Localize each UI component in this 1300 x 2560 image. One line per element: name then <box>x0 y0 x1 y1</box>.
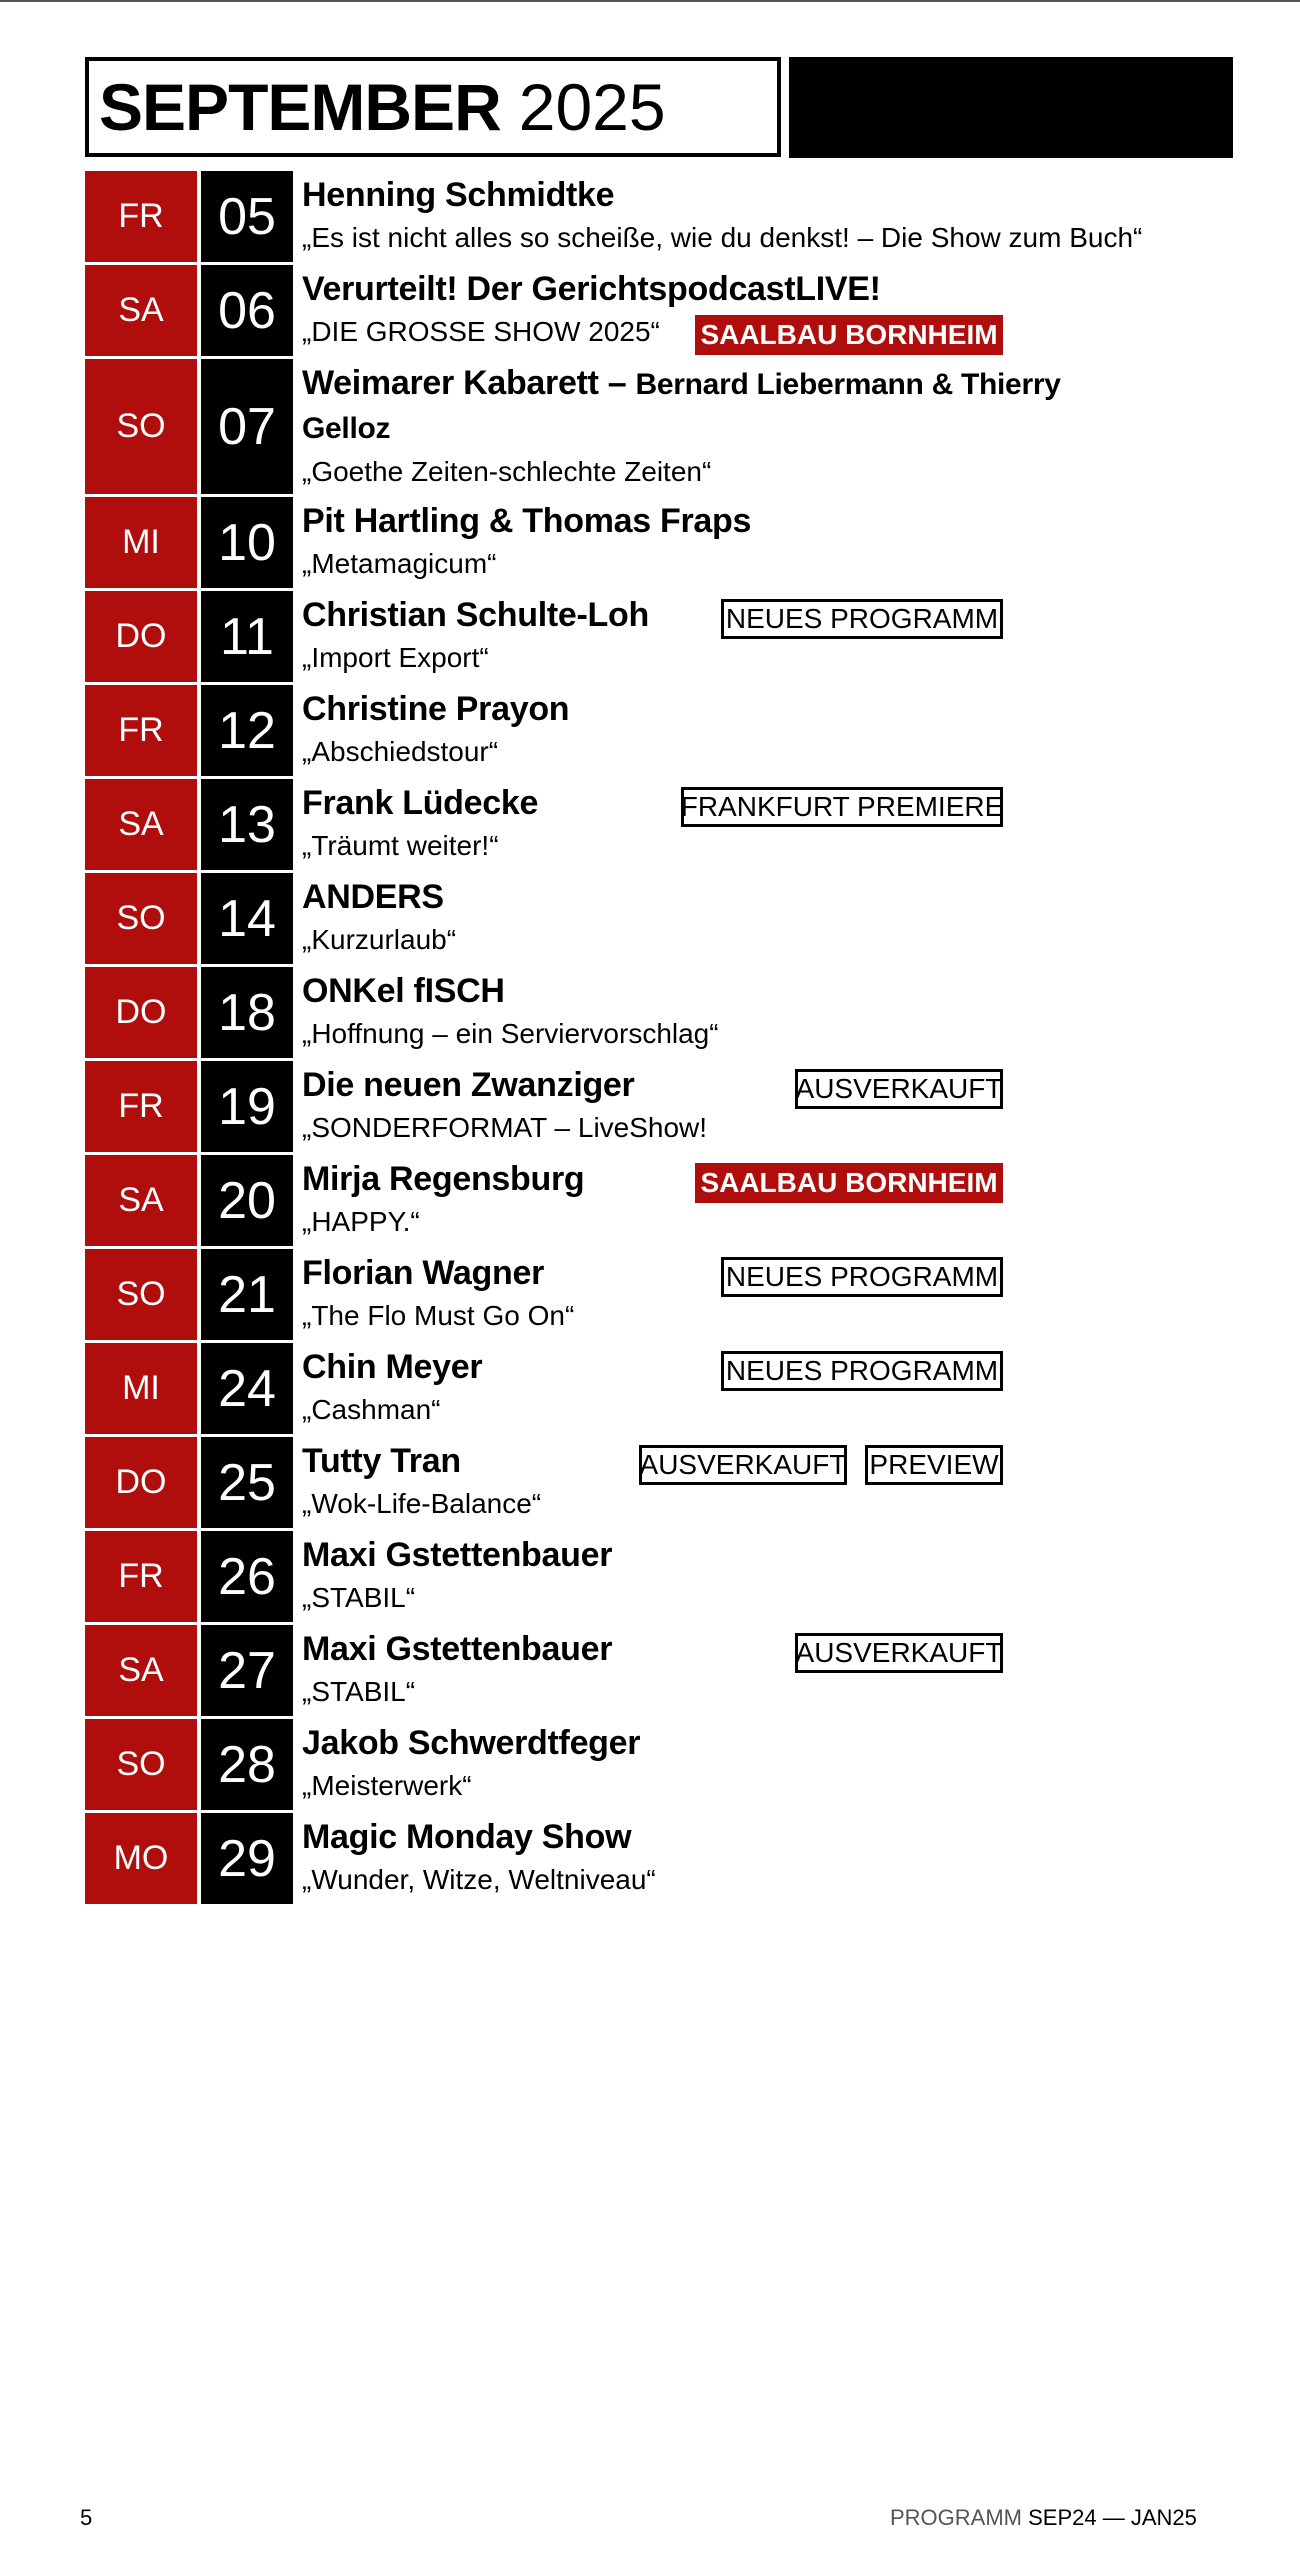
event-date: 11 <box>201 591 293 682</box>
event-weekday: SO <box>85 1249 197 1340</box>
event-artist-line2: Gelloz <box>302 412 391 445</box>
footer-range: SEP24 — JAN25 <box>1028 2505 1197 2530</box>
event-row <box>85 1437 1235 1531</box>
event-artist <box>302 267 1235 311</box>
event-weekday: SA <box>85 265 197 356</box>
page-title <box>85 57 781 157</box>
event-artist-name: Florian Wagner <box>302 1254 545 1292</box>
event-date: 27 <box>201 1625 293 1716</box>
event-weekday: DO <box>85 967 197 1058</box>
event-info <box>293 967 1235 1058</box>
event-row <box>85 497 1235 591</box>
event-weekday: SA <box>85 1155 197 1246</box>
event-info <box>293 1813 1235 1904</box>
event-date: 07 <box>201 359 293 494</box>
status-badge: FRANKFURT PREMIERE <box>681 787 1003 827</box>
event-info <box>293 171 1235 262</box>
event-artist <box>302 1721 1235 1765</box>
event-row <box>85 1813 1235 1904</box>
event-date: 10 <box>201 497 293 588</box>
event-weekday: FR <box>85 685 197 776</box>
status-badge: NEUES PROGRAMM <box>721 1351 1003 1391</box>
event-weekday: DO <box>85 591 197 682</box>
event-weekday: SO <box>85 359 197 494</box>
event-row <box>85 1343 1235 1437</box>
event-weekday: MI <box>85 497 197 588</box>
event-date: 24 <box>201 1343 293 1434</box>
event-date: 05 <box>201 171 293 262</box>
event-row <box>85 1249 1235 1343</box>
venue-badge: SAALBAU BORNHEIM <box>695 1163 1003 1203</box>
event-weekday: DO <box>85 1437 197 1528</box>
event-date: 28 <box>201 1719 293 1810</box>
event-date: 06 <box>201 265 293 356</box>
event-row <box>85 359 1235 497</box>
event-artist <box>302 969 1235 1013</box>
event-row <box>85 1061 1235 1155</box>
header-black-block <box>789 57 1233 158</box>
event-artist-name: Tutty Tran <box>302 1442 461 1480</box>
event-program: „Import Export“ <box>302 642 489 673</box>
event-program: „The Flo Must Go On“ <box>302 1300 575 1331</box>
event-program: „Hoffnung – ein Serviervorschlag“ <box>302 1018 719 1049</box>
event-row <box>85 265 1235 359</box>
event-program: „Wunder, Witze, Weltniveau“ <box>302 1864 656 1895</box>
event-artist-name: Die neuen Zwanziger <box>302 1066 635 1104</box>
event-program: „STABIL“ <box>302 1582 416 1613</box>
event-artist-name: Jakob Schwerdtfeger <box>302 1724 641 1762</box>
event-artist <box>302 1063 1235 1107</box>
event-program: „Es ist nicht alles so scheiße, wie du denkst! – Die Show zum Buch“ <box>302 222 1143 253</box>
event-artist-sub: Bernard Liebermann & Thierry <box>635 368 1061 401</box>
event-row <box>85 779 1235 873</box>
event-weekday: FR <box>85 1531 197 1622</box>
event-info <box>293 1531 1235 1622</box>
event-weekday: SO <box>85 1719 197 1810</box>
event-artist <box>302 875 1235 919</box>
event-weekday: SA <box>85 1625 197 1716</box>
event-info <box>293 497 1235 588</box>
event-row <box>85 1625 1235 1719</box>
title-month: SEPTEMBER <box>99 70 501 144</box>
event-info <box>293 359 1235 494</box>
event-date: 29 <box>201 1813 293 1904</box>
event-artist <box>302 499 1235 543</box>
event-weekday: MO <box>85 1813 197 1904</box>
event-row <box>85 1155 1235 1249</box>
event-artist-name: Magic Monday Show <box>302 1818 632 1856</box>
event-info <box>293 873 1235 964</box>
event-artist-name: Christine Prayon <box>302 690 570 728</box>
event-program: „HAPPY.“ <box>302 1206 420 1237</box>
event-artist-name: ONKel fISCH <box>302 972 505 1010</box>
event-row <box>85 1719 1235 1813</box>
event-row <box>85 873 1235 967</box>
event-date: 26 <box>201 1531 293 1622</box>
event-artist-name: Mirja Regensburg <box>302 1160 585 1198</box>
event-row <box>85 171 1235 265</box>
venue-badge: SAALBAU BORNHEIM <box>695 315 1003 355</box>
event-artist-name: Chin Meyer <box>302 1348 483 1386</box>
event-program: „STABIL“ <box>302 1676 416 1707</box>
event-row <box>85 967 1235 1061</box>
event-artist-name: ANDERS <box>302 878 444 916</box>
event-program: „SONDERFORMAT – LiveShow! <box>302 1112 708 1143</box>
status-badge: AUSVERKAUFT <box>639 1445 847 1485</box>
event-list <box>85 171 1235 1904</box>
event-artist-name: Henning Schmidtke <box>302 176 615 214</box>
event-program: „Metamagicum“ <box>302 548 497 579</box>
status-badge: NEUES PROGRAMM <box>721 1257 1003 1297</box>
event-program: „DIE GROSSE SHOW 2025“ <box>302 316 660 347</box>
event-artist <box>302 361 1235 407</box>
event-artist <box>302 687 1235 731</box>
event-info <box>293 1061 1235 1152</box>
event-weekday: FR <box>85 1061 197 1152</box>
event-date: 19 <box>201 1061 293 1152</box>
event-program: „Kurzurlaub“ <box>302 924 457 955</box>
event-weekday: FR <box>85 171 197 262</box>
status-badge: AUSVERKAUFT <box>795 1069 1003 1109</box>
event-artist <box>302 1627 1235 1671</box>
event-weekday: SO <box>85 873 197 964</box>
event-row <box>85 1531 1235 1625</box>
event-program: „Cashman“ <box>302 1394 441 1425</box>
event-artist-name: Verurteilt! Der GerichtspodcastLIVE! <box>302 270 881 308</box>
event-weekday: MI <box>85 1343 197 1434</box>
event-date: 20 <box>201 1155 293 1246</box>
footer-program-label <box>890 2505 1197 2531</box>
status-badge: AUSVERKAUFT <box>795 1633 1003 1673</box>
event-program: „Träumt weiter!“ <box>302 830 499 861</box>
event-date: 25 <box>201 1437 293 1528</box>
event-row <box>85 685 1235 779</box>
event-artist-name: Frank Lüdecke <box>302 784 539 822</box>
page-number: 5 <box>80 2505 93 2530</box>
status-badge: NEUES PROGRAMM <box>721 599 1003 639</box>
title-year: 2025 <box>518 70 666 144</box>
event-artist <box>302 1815 1235 1859</box>
event-artist-name: Maxi Gstettenbauer <box>302 1630 613 1668</box>
event-artist-name: Pit Hartling & Thomas Fraps <box>302 502 752 540</box>
event-date: 13 <box>201 779 293 870</box>
status-badge: PREVIEW <box>865 1445 1003 1485</box>
top-rule <box>0 0 1300 2</box>
event-program: „Wok-Life-Balance“ <box>302 1488 542 1519</box>
event-weekday: SA <box>85 779 197 870</box>
event-artist-name: Christian Schulte-Loh <box>302 596 649 634</box>
event-date: 21 <box>201 1249 293 1340</box>
event-artist <box>302 173 1235 217</box>
event-program: „Meisterwerk“ <box>302 1770 472 1801</box>
event-artist-name: Maxi Gstettenbauer <box>302 1536 613 1574</box>
event-date: 14 <box>201 873 293 964</box>
event-info <box>293 685 1235 776</box>
event-program: „Abschiedstour“ <box>302 736 499 767</box>
event-date: 18 <box>201 967 293 1058</box>
event-program: „Goethe Zeiten-schlechte Zeiten“ <box>302 456 712 487</box>
event-artist-name: Weimarer Kabarett – <box>302 364 636 402</box>
event-date: 12 <box>201 685 293 776</box>
event-row <box>85 591 1235 685</box>
event-info <box>293 1719 1235 1810</box>
event-info <box>293 1625 1235 1716</box>
footer-label: PROGRAMM <box>890 2505 1029 2530</box>
event-artist <box>302 1533 1235 1577</box>
